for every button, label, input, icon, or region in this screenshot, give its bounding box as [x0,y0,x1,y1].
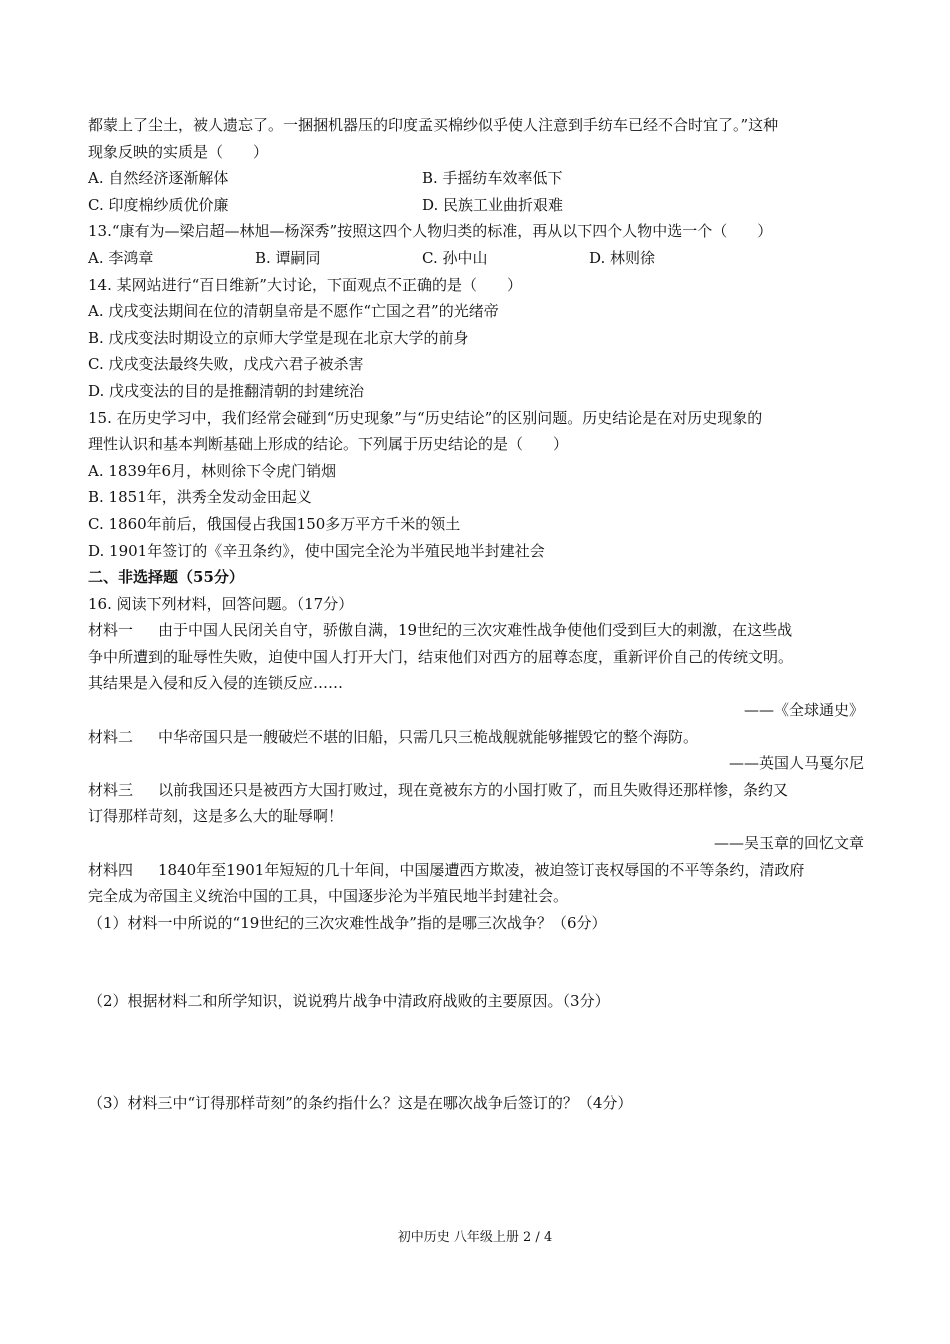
material-2-source: ——英国人马戛尔尼 [728,754,864,773]
material-1-line3: 其结果是入侵和反入侵的连锁反应…… [88,674,344,693]
q14-option-b: B. 戊戌变法时期设立的京师大学堂是现在北京大学的前身 [88,328,469,347]
q12-option-d: D. 民族工业曲折艰难 [422,195,564,214]
material-3-label: 材料三 [88,780,134,799]
material-4-text1: 1840年至1901年短短的几十年间，中国屡遭西方欺凌，被迫签订丧权辱国的不平等条约，清政府 [158,860,805,879]
sub-question-1: （1）材料一中所说的“19世纪的三次灾难性战争”指的是哪三次战争？（6分） [88,913,607,932]
q13-options [88,245,864,272]
q13-option-c: C. 孙中山 [422,248,488,267]
q14-stem: 14. 某网站进行“百日维新”大讨论，下面观点不正确的是（ ） [88,275,522,294]
material-4-line1 [88,857,864,884]
material-1-source: ——《全球通史》 [743,701,864,720]
q12-option-c: C. 印度棉纱质优价廉 [88,195,229,214]
material-1-text1: 由于中国人民闭关自守，骄傲自满，19世纪的三次灾难性战争使他们受到巨大的刺激，在这些战 [158,621,793,640]
q15-option-c: C. 1860年前后，俄国侵占我国150多万平方千米的领土 [88,514,461,533]
material-2-line1 [88,724,864,751]
q12-option-b: B. 手摇纺车效率低下 [422,169,563,188]
material-2-text1: 中华帝国只是一艘破烂不堪的旧船，只需几只三桅战舰就能够摧毁它的整个海防。 [158,727,699,746]
q12-option-a: A. 自然经济逐渐解体 [88,169,229,188]
q15-line2: 理性认识和基本判断基础上形成的结论。下列属于历史结论的是（ ） [88,435,569,454]
material-3-text1: 以前我国还只是被西方大国打败过，现在竟被东方的小国打败了，而且失败得还那样惨，条约又 [158,780,789,799]
q14-option-a: A. 戊戌变法期间在位的清朝皇帝是不愿作“亡国之君”的光绪帝 [88,302,499,321]
q13-option-d: D. 林则徐 [589,248,656,267]
q13-option-b: B. 谭嗣同 [255,248,321,267]
q14-option-c: C. 戊戌变法最终失败，戊戌六君子被杀害 [88,355,364,374]
material-3-line2: 订得那样苛刻，这是多么大的耻辱啊！ [88,807,344,826]
answer-space-1 [88,936,864,988]
q15-line1: 15. 在历史学习中，我们经常会碰到“历史现象”与“历史结论”的区别问题。历史结论是在对历史现象的 [88,408,763,427]
material-2-label: 材料二 [88,727,134,746]
sub-question-2: （2）根据材料二和所学知识，说说鸦片战争中清政府战败的主要原因。（3分） [88,992,610,1011]
material-4-label: 材料四 [88,860,134,879]
exam-page [88,112,864,1117]
q13-option-a: A. 李鸿章 [88,248,154,267]
q15-option-b: B. 1851年，洪秀全发动金田起义 [88,488,312,507]
q12-line1: 都蒙上了尘土，被人遗忘了。一捆捆机器压的印度孟买棉纱似乎使人注意到手纺车已经不合时宜了。”这种 [88,116,779,134]
material-1-line2: 争中所遭到的耻辱性失败，迫使中国人打开大门，结束他们对西方的屈尊态度，重新评价自己的传统文明。 [88,647,794,666]
q16-stem: 16. 阅读下列材料，回答问题。（17分） [88,594,354,613]
material-3-source: ——吴玉章的回忆文章 [713,834,864,853]
sub-question-3: （3）材料三中“订得那样苛刻”的条约指什么？这是在哪次战争后签订的？（4分） [88,1094,633,1112]
page-footer: 初中历史 八年级上册 2 / 4 [397,1230,553,1245]
q12-options-cd [88,192,864,219]
material-1-line1 [88,617,864,644]
material-3-line1 [88,777,864,804]
section-heading: 二、非选择题（55分） [88,568,244,587]
q12-line2: 现象反映的实质是（ ） [88,142,269,161]
q13-stem: 13.“康有为—梁启超—林旭—杨深秀”按照这四个人物归类的标准，再从以下四个人物中选一个（ ） [88,222,773,241]
q14-option-d: D. 戊戌变法的目的是推翻清朝的封建统治 [88,381,365,400]
material-1-label: 材料一 [88,621,134,640]
q12-options-ab [88,165,864,192]
answer-space-2 [88,1015,864,1090]
q15-option-a: A. 1839年6月，林则徐下令虎门销烟 [88,461,337,480]
material-4-line2: 完全成为帝国主义统治中国的工具，中国逐步沦为半殖民地半封建社会。 [88,887,569,906]
q15-option-d: D. 1901年签订的《辛丑条约》，使中国完全沦为半殖民地半封建社会 [88,541,545,560]
